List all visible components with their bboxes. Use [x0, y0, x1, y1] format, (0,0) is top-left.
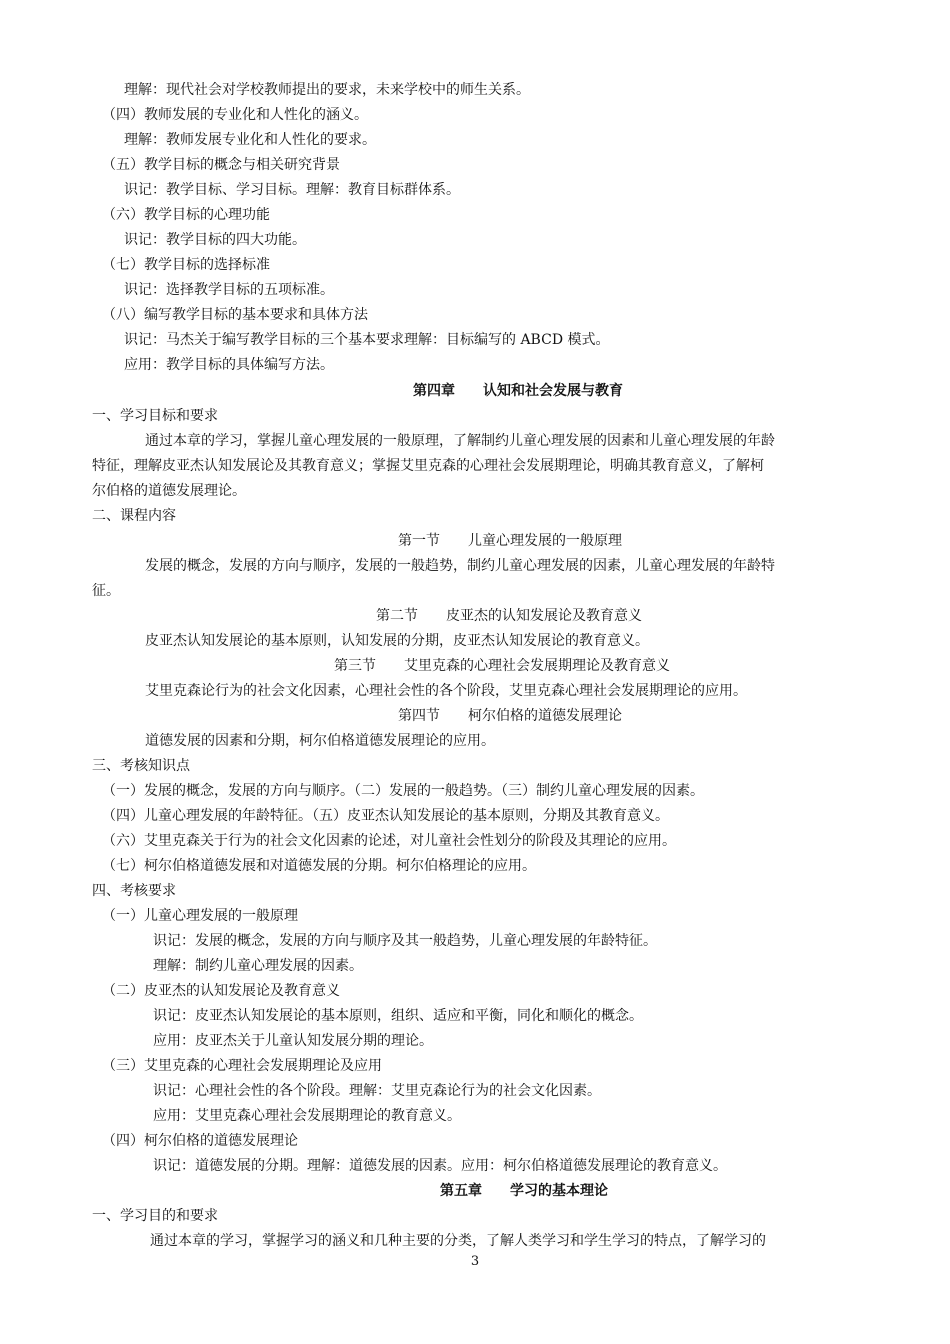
requirement-line: 识记：选择教学目标的五项标准。	[124, 282, 334, 298]
requirement-heading: （八）编写教学目标的基本要求和具体方法	[102, 307, 368, 323]
requirement-heading: （四）教师发展的专业化和人性化的涵义。	[102, 107, 368, 123]
requirement-line: 应用：艾里克森心理社会发展期理论的教育意义。	[153, 1108, 461, 1124]
body-paragraph-line: 道德发展的因素和分期，柯尔伯格道德发展理论的应用。	[145, 733, 495, 749]
section-heading: 一、学习目标和要求	[92, 408, 218, 424]
knowledge-point-line: （四）儿童心理发展的年龄特征。（五）皮亚杰认知发展论的基本原则，分期及其教育意义。	[102, 808, 669, 824]
section-heading: 一、学习目的和要求	[92, 1208, 218, 1224]
requirement-line: 识记：道德发展的分期。理解：道德发展的因素。应用：柯尔伯格道德发展理论的教育意义。	[153, 1158, 727, 1174]
body-paragraph-line: 皮亚杰认知发展论的基本原则，认知发展的分期，皮亚杰认知发展论的教育意义。	[145, 633, 649, 649]
chapter-title: 第五章 学习的基本理论	[440, 1183, 608, 1199]
requirement-line: 识记：马杰关于编写教学目标的三个基本要求理解：目标编写的 ABCD 模式。	[124, 332, 610, 348]
subsection-title: 第三节 艾里克森的心理社会发展期理论及教育意义	[334, 658, 670, 674]
body-paragraph-line: 通过本章的学习，掌握儿童心理发展的一般原理，了解制约儿童心理发展的因素和儿童心理发展的年龄	[145, 433, 775, 449]
section-heading: 三、考核知识点	[92, 758, 190, 774]
requirement-heading: （七）教学目标的选择标准	[102, 257, 270, 273]
requirement-line: 理解：教师发展专业化和人性化的要求。	[124, 132, 376, 148]
requirement-heading: （一）儿童心理发展的一般原理	[102, 908, 298, 924]
requirement-line: 理解：制约儿童心理发展的因素。	[153, 958, 363, 974]
requirement-line: 理解：现代社会对学校教师提出的要求，未来学校中的师生关系。	[124, 82, 530, 98]
requirement-heading: （五）教学目标的概念与相关研究背景	[102, 157, 340, 173]
requirement-line: 识记：教学目标的四大功能。	[124, 232, 306, 248]
requirement-heading: （六）教学目标的心理功能	[102, 207, 270, 223]
requirement-line: 应用：教学目标的具体编写方法。	[124, 357, 334, 373]
chapter-title: 第四章 认知和社会发展与教育	[413, 383, 623, 399]
knowledge-point-line: （七）柯尔伯格道德发展和对道德发展的分期。柯尔伯格理论的应用。	[102, 858, 536, 874]
body-paragraph-line: 征。	[92, 583, 120, 599]
requirement-line: 识记：心理社会性的各个阶段。理解：艾里克森论行为的社会文化因素。	[153, 1083, 601, 1099]
requirement-line: 识记：皮亚杰认知发展论的基本原则，组织、适应和平衡，同化和顺化的概念。	[153, 1008, 643, 1024]
page-number: 3	[470, 1254, 480, 1269]
requirement-line: 识记：发展的概念，发展的方向与顺序及其一般趋势，儿童心理发展的年龄特征。	[153, 933, 657, 949]
section-heading: 二、课程内容	[92, 508, 176, 524]
knowledge-point-line: （一）发展的概念，发展的方向与顺序。（二）发展的一般趋势。（三）制约儿童心理发展的因素。	[102, 783, 704, 799]
body-paragraph-line: 通过本章的学习，掌握学习的涵义和几种主要的分类，了解人类学习和学生学习的特点，了解学习的	[150, 1233, 766, 1249]
requirement-heading: （三）艾里克森的心理社会发展期理论及应用	[102, 1058, 382, 1074]
body-paragraph-line: 发展的概念，发展的方向与顺序，发展的一般趋势，制约儿童心理发展的因素，儿童心理发展的年龄特	[145, 558, 775, 574]
section-heading: 四、考核要求	[92, 883, 176, 899]
body-paragraph-line: 特征，理解皮亚杰认知发展论及其教育意义；掌握艾里克森的心理社会发展期理论，明确其教育意义，了解柯	[92, 458, 764, 474]
requirement-heading: （四）柯尔伯格的道德发展理论	[102, 1133, 298, 1149]
subsection-title: 第二节 皮亚杰的认知发展论及教育意义	[376, 608, 642, 624]
requirement-line: 识记：教学目标、学习目标。理解：教育目标群体系。	[124, 182, 460, 198]
body-paragraph-line: 艾里克森论行为的社会文化因素，心理社会性的各个阶段，艾里克森心理社会发展期理论的应用。	[145, 683, 747, 699]
requirement-line: 应用：皮亚杰关于儿童认知发展分期的理论。	[153, 1033, 433, 1049]
subsection-title: 第一节 儿童心理发展的一般原理	[398, 533, 622, 549]
body-paragraph-line: 尔伯格的道德发展理论。	[92, 483, 246, 499]
knowledge-point-line: （六）艾里克森关于行为的社会文化因素的论述，对儿童社会性划分的阶段及其理论的应用。	[102, 833, 676, 849]
subsection-title: 第四节 柯尔伯格的道德发展理论	[398, 708, 622, 724]
requirement-heading: （二）皮亚杰的认知发展论及教育意义	[102, 983, 340, 999]
